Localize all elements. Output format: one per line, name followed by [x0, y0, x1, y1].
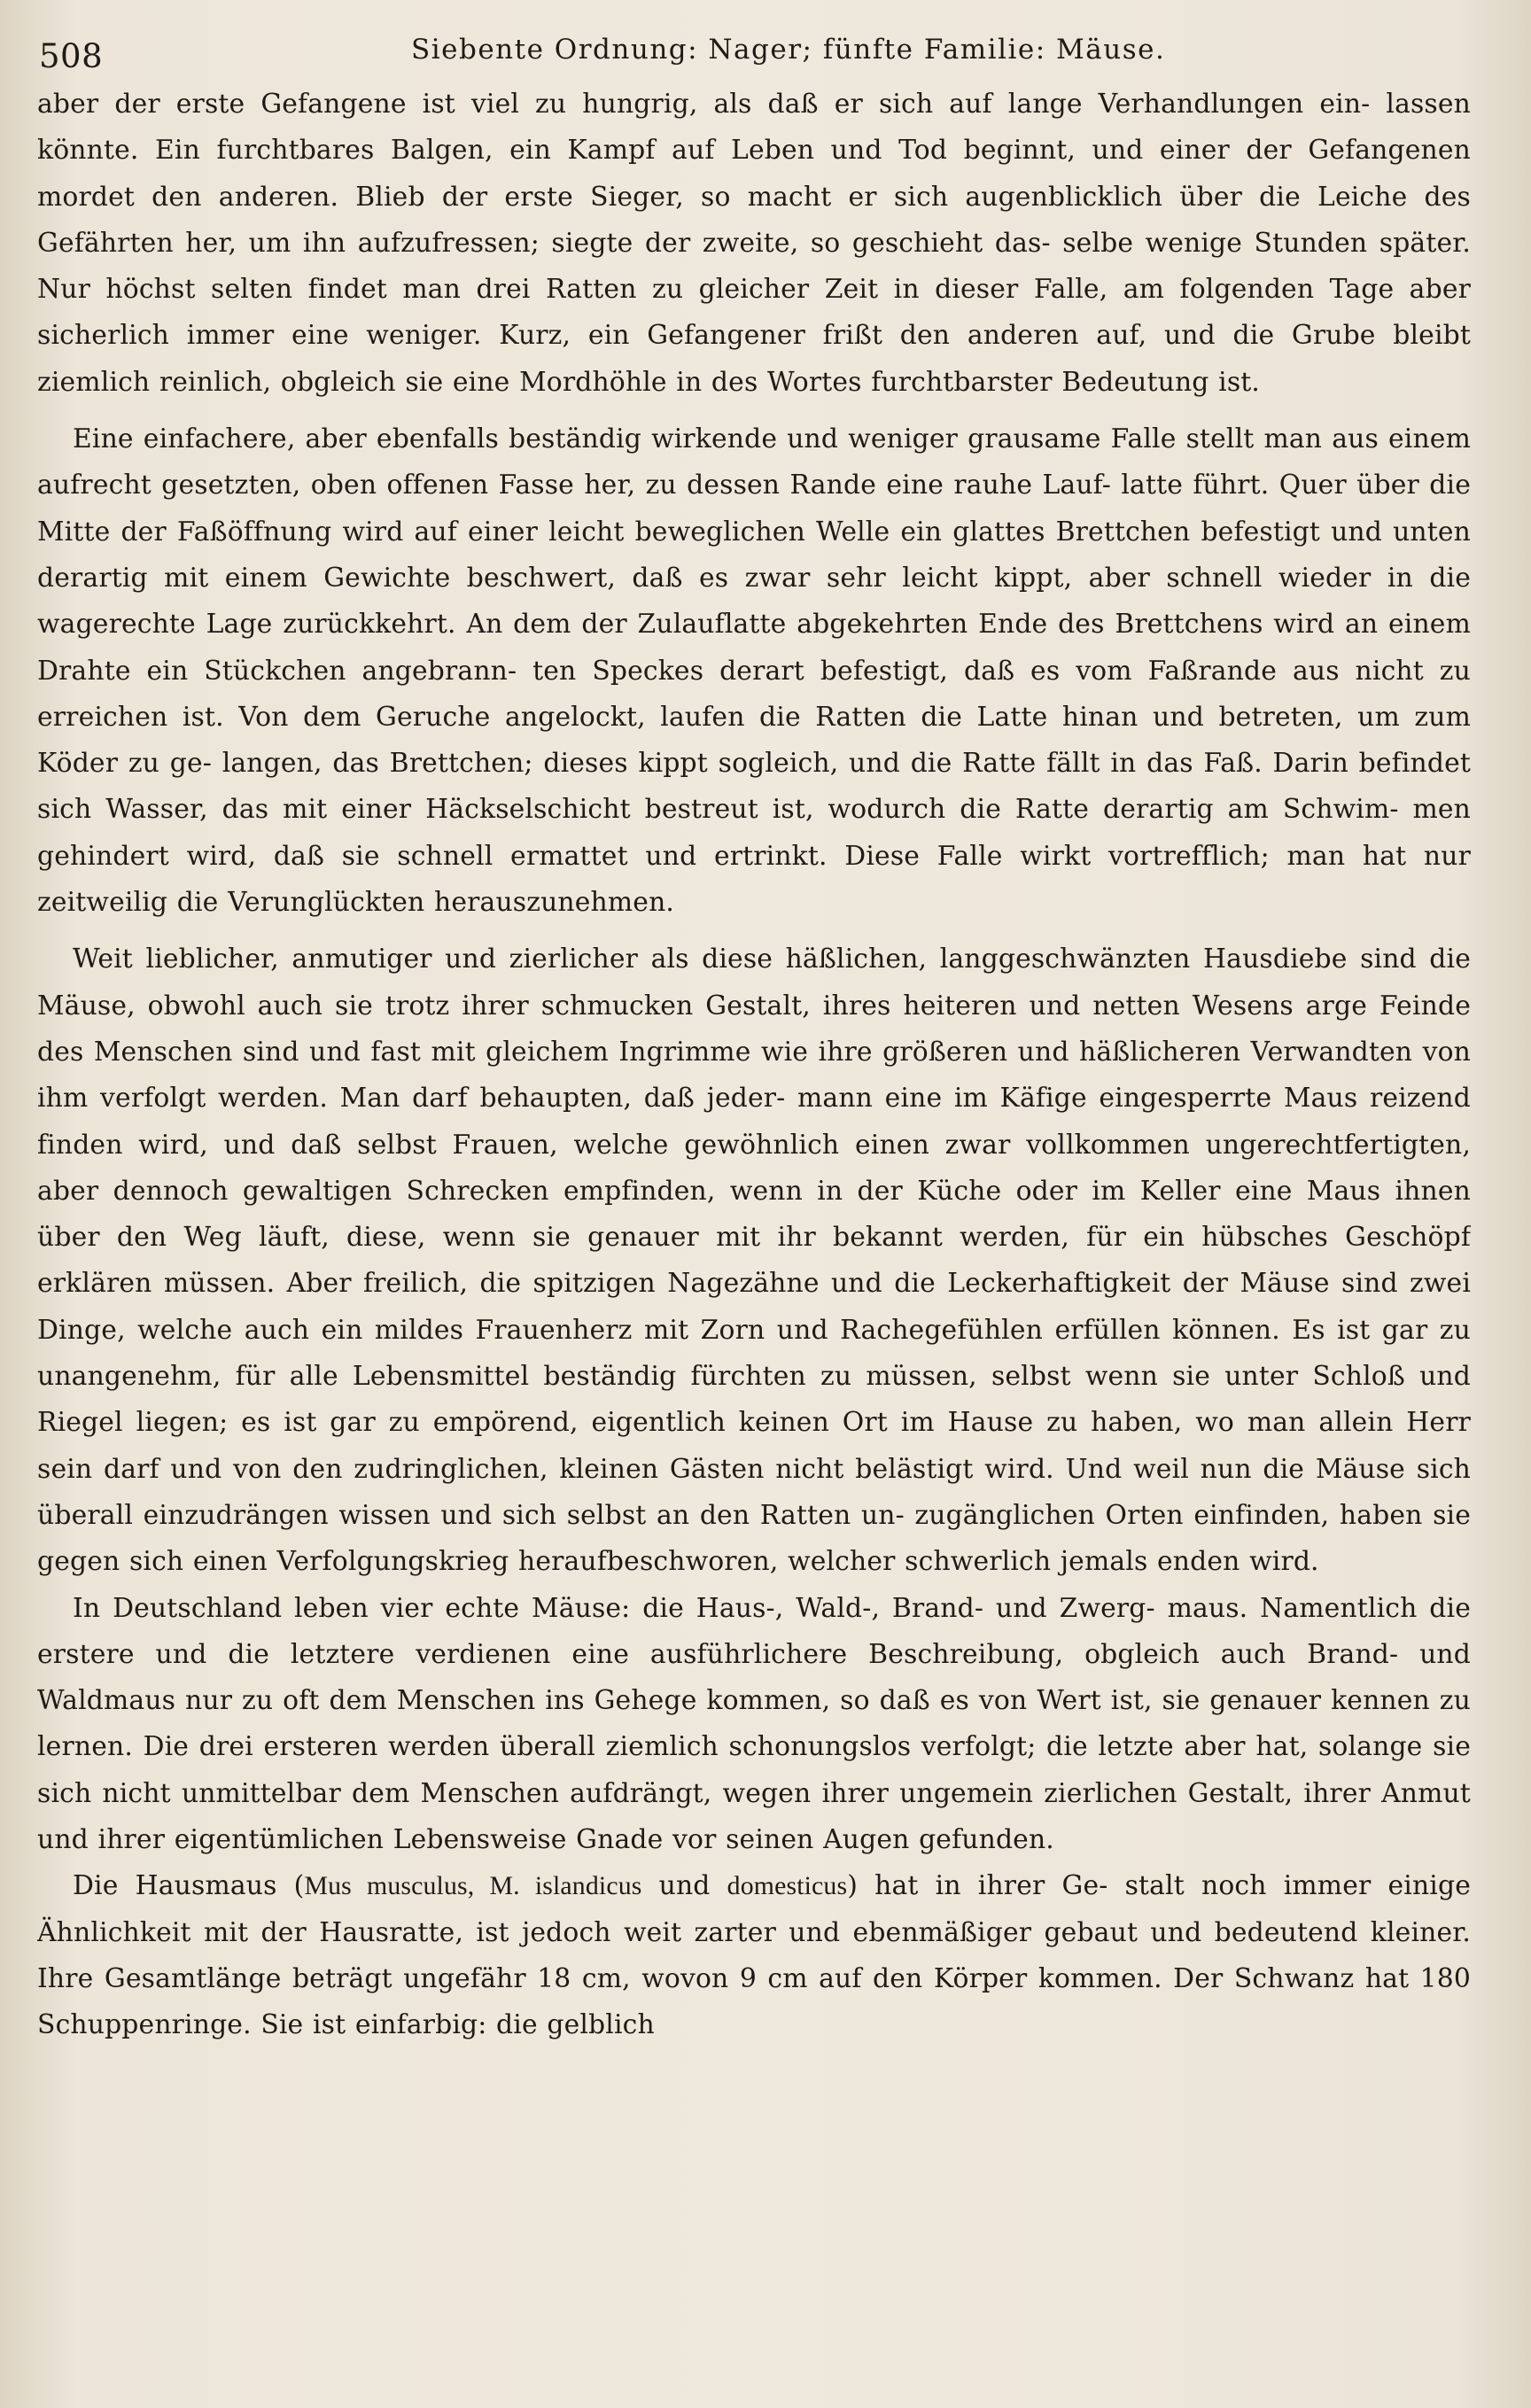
running-title: Siebente Ordnung: Nager; fünfte Familie: Mäuse. — [411, 34, 1166, 66]
latin-species-last: domesticus — [727, 1871, 848, 1901]
species-connector: und — [641, 1870, 727, 1902]
page-body — [37, 82, 1471, 2376]
paragraph-house-mouse — [37, 1863, 1471, 2048]
paragraph-mice-introduction: Weit lieblicher, anmutiger und zierlicher als diese häßlichen, langgeschwänzten Hausdiebe sind die Mäuse, obwohl auch sie trotz ihrer schmucken Gestalt, ihres heiteren und netten Wesens arge Feinde des Menschen sind und fast mit gleichem Ingrimme wie ihre größeren und häßlicheren Verwandten von ihm verfolgt werden. Man darf behaupten, daß jeder- mann eine im Käfige eingesperrte Maus reizend finden wird, und daß selbst Frauen, welche gewöhnlich einen zwar vollkommen ungerechtfertigten, aber dennoch gewaltigen Schrecken empfinden, wenn in der Küche oder im Keller eine Maus ihnen über den Weg läuft, diese, wenn sie genauer mit ihr bekannt werden, für ein hübsches Geschöpf erklären müssen. Aber freilich, die spitzigen Nagezähne und die Leckerhaftigkeit der Mäuse sind zwei Dinge, welche auch ein mildes Frauenherz mit Zorn und Rachegefühlen erfüllen können. Es ist gar zu unangenehm, für alle Lebensmittel beständig fürchten zu müssen, selbst wenn sie unter Schloß und Riegel liegen; es ist gar zu empörend, eigentlich keinen Ort im Hause zu haben, wo man allein Herr sein darf und von den zudringlichen, kleinen Gästen nicht belästigt wird. Und weil nun die Mäuse sich überall einzudrängen wissen und sich selbst an den Ratten un- zugänglichen Orten einfinden, haben sie gegen sich einen Verfolgungskrieg heraufbeschworen, welcher schwerlich jemals enden wird. — [37, 944, 1471, 1578]
paragraph-german-mice: In Deutschland leben vier echte Mäuse: die Haus-, Wald-, Brand- und Zwerg- maus. Namentlich die erstere und die letztere verdienen eine ausführlichere Beschreibung, obgleich auch Brand- und Waldmaus nur zu oft dem Menschen ins Gehege kommen, so daß es von Wert ist, sie genauer kennen zu lernen. Die drei ersteren werden überall ziemlich schonungslos verfolgt; die letzte aber hat, solange sie sich nicht unmittelbar dem Menschen aufdrängt, wegen ihrer ungemein zierlichen Gestalt, ihrer Anmut und ihrer eigentümlichen Lebensweise Gnade vor seinen Augen gefunden. — [37, 1592, 1471, 1855]
latin-species-names: Mus musculus, M. islandicus — [304, 1871, 642, 1901]
paragraph-rat-pit: aber der erste Gefangene ist viel zu hungrig, als daß er sich auf lange Verhandlungen ein- lassen könnte. Ein furchtbares Balgen, ein Kampf auf Leben und Tod beginnt, und einer der Gefangenen mordet den anderen. Blieb der erste Sieger, so macht er sich augenblicklich über die Leiche des Gefährten her, um ihn aufzufressen; siegte der zweite, so geschieht das- selbe wenige Stunden später. Nur höchst selten findet man drei Ratten zu gleicher Zeit in dieser Falle, am folgenden Tage aber sicherlich immer eine weniger. Kurz, ein Gefangener frißt den anderen auf, und die Grube bleibt ziemlich reinlich, obgleich sie eine Mordhöhle in des Wortes furchtbarster Bedeutung ist. — [37, 89, 1471, 398]
house-mouse-lead: Die Hausmaus ( — [73, 1870, 305, 1902]
page-header — [39, 30, 1483, 80]
page-number: 508 — [39, 37, 104, 75]
house-mouse-description: ) hat in ihrer Ge- stalt noch immer einige Ähnlichkeit mit der Hausratte, ist jedoch weit zarter und ebenmäßiger gebaut und bedeutend kleiner. Ihre Gesamtlänge beträgt ungefähr 18 cm, wovon 9 cm auf den Körper kommen. Der Schwanz hat 180 Schuppenringe. Sie ist einfarbig: die gelblich — [37, 1870, 1471, 2041]
paragraph-barrel-trap: Eine einfachere, aber ebenfalls beständig wirkende und weniger grausame Falle stellt man aus einem aufrecht gesetzten, oben offenen Fasse her, zu dessen Rande eine rauhe Lauf- latte führt. Quer über die Mitte der Faßöffnung wird auf einer leicht beweglichen Welle ein glattes Brettchen befestigt und unten derartig mit einem Gewichte beschwert, daß es zwar sehr leicht kippt, aber schnell wieder in die wagerechte Lage zurückkehrt. An dem der Zulauflatte abgekehrten Ende des Brettchens wird an einem Drahte ein Stückchen angebrann- ten Speckes derart befestigt, daß es vom Faßrande aus nicht zu erreichen ist. Von dem Geruche angelockt, laufen die Ratten die Latte hinan und betreten, um zum Köder zu ge- langen, das Brettchen; dieses kippt sogleich, und die Ratte fällt in das Faß. Darin befindet sich Wasser, das mit einer Häckselschicht bestreut ist, wodurch die Ratte derartig am Schwim- men gehindert wird, daß sie schnell ermattet und ertrinkt. Diese Falle wirkt vortrefflich; man hat nur zeitweilig die Verunglückten herauszunehmen. — [37, 423, 1471, 919]
